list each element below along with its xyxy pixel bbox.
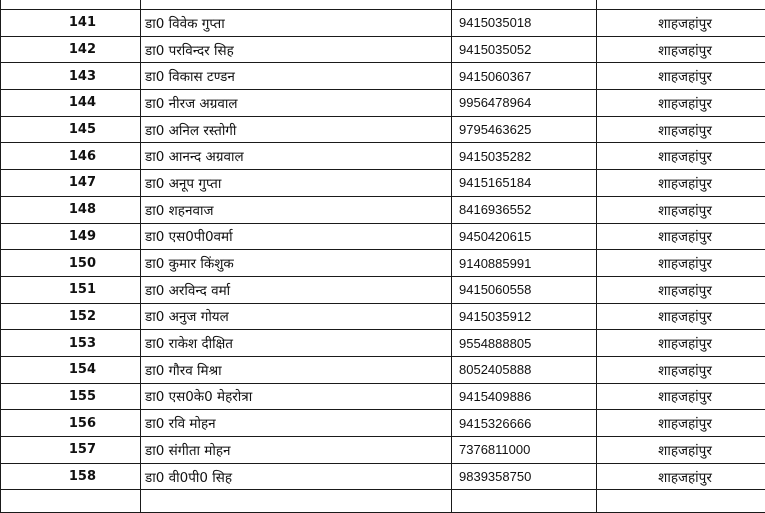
doctor-name-cell: डा0 राकेश दीक्षित [141,330,452,357]
phone-number-cell: 9415060367 [452,63,597,90]
city-cell: शाहजहांपुर [597,276,765,303]
phone-number-cell: 8052405888 [452,356,597,383]
table-row [1,63,765,90]
doctor-name-cell: डा0 संगीता मोहन [141,437,452,464]
doctor-name-cell: डा0 विवेक गुप्ता [141,10,452,37]
city-cell: शाहजहांपुर [597,196,765,223]
doctor-name-cell: डा0 विकास टण्डन [141,63,452,90]
table-row [1,250,765,277]
table-row [1,143,765,170]
serial-number-cell: 153 [1,330,141,357]
name-cell [141,0,452,10]
doctor-name-cell: डा0 अरविन्द वर्मा [141,276,452,303]
city-cell: शाहजहांपुर [597,170,765,197]
doctor-name-cell: डा0 अनूप गुप्ता [141,170,452,197]
phone-number-cell: 9795463625 [452,116,597,143]
phone-number-cell: 9415060558 [452,276,597,303]
city-cell: शाहजहांपुर [597,330,765,357]
doctor-name-cell: डा0 अनिल रस्तोगी [141,116,452,143]
table-row [1,116,765,143]
table-row-partial-bottom [1,490,765,513]
city-cell: शाहजहांपुर [597,303,765,330]
city-cell: शाहजहांपुर [597,63,765,90]
serial-cell [1,0,141,10]
table-row [1,170,765,197]
serial-number-cell: 145 [1,116,141,143]
serial-number-cell: 151 [1,276,141,303]
serial-number-cell: 146 [1,143,141,170]
phone-number-cell: 9415326666 [452,410,597,437]
doctor-name-cell: डा0 नीरज अग्रवाल [141,90,452,117]
city-cell: शाहजहांपुर [597,356,765,383]
phone-number-cell: 9415035052 [452,36,597,63]
doctor-name-cell: डा0 आनन्द अग्रवाल [141,143,452,170]
phone-number-cell: 9415165184 [452,170,597,197]
city-cell: शाहजहांपुर [597,90,765,117]
city-cell: शाहजहांपुर [597,116,765,143]
serial-number-cell: 149 [1,223,141,250]
doctor-name-cell: डा0 शहनवाज [141,196,452,223]
doctor-name-cell: डा0 एस0के0 मेहरोत्रा [141,383,452,410]
serial-number-cell: 144 [1,90,141,117]
table-row-partial-top [1,0,765,10]
table-row [1,463,765,490]
phone-number-cell: 9839358750 [452,463,597,490]
phone-number-cell: 8416936552 [452,196,597,223]
city-cell: शाहजहांपुर [597,10,765,37]
city-cell: शाहजहांपुर [597,437,765,464]
doctor-name-cell: डा0 कुमार किंशुक [141,250,452,277]
city-cell: शाहजहांपुर [597,223,765,250]
city-cell: शाहजहांपुर [597,383,765,410]
table-row [1,196,765,223]
serial-number-cell: 157 [1,437,141,464]
doctor-name-cell: डा0 वी0पी0 सिह [141,463,452,490]
table-row [1,356,765,383]
table-row [1,383,765,410]
table-row [1,276,765,303]
doctor-name-cell: डा0 एस0पी0वर्मा [141,223,452,250]
serial-number-cell: 148 [1,196,141,223]
phone-cell [452,0,597,10]
serial-number-cell: 155 [1,383,141,410]
table-row [1,36,765,63]
serial-number-cell: 141 [1,10,141,37]
phone-number-cell: 9554888805 [452,330,597,357]
doctor-name-cell: डा0 परविन्दर सिह [141,36,452,63]
table-row [1,10,765,37]
doctor-name-cell: डा0 अनुज गोयल [141,303,452,330]
phone-number-cell: 9415035282 [452,143,597,170]
serial-number-cell: 147 [1,170,141,197]
table-row [1,223,765,250]
city-cell: शाहजहांपुर [597,143,765,170]
serial-number-cell: 143 [1,63,141,90]
doctor-name-cell: डा0 गौरव मिश्रा [141,356,452,383]
serial-number-cell: 156 [1,410,141,437]
phone-number-cell: 9450420615 [452,223,597,250]
serial-number-cell: 150 [1,250,141,277]
serial-number-cell: 158 [1,463,141,490]
city-cell: शाहजहांपुर [597,36,765,63]
phone-number-cell: 9956478964 [452,90,597,117]
table-body [1,0,765,513]
city-cell: शाहजहांपुर [597,410,765,437]
city-cell [597,0,765,10]
partial-cell [141,490,452,513]
phone-number-cell: 9415035912 [452,303,597,330]
city-cell: शाहजहांपुर [597,463,765,490]
table-row [1,437,765,464]
phone-number-cell: 9415035018 [452,10,597,37]
partial-cell [1,490,141,513]
phone-number-cell: 9415409886 [452,383,597,410]
partial-cell [452,490,597,513]
phone-number-cell: 9140885991 [452,250,597,277]
table-row [1,303,765,330]
phone-number-cell: 7376811000 [452,437,597,464]
doctor-name-cell: डा0 रवि मोहन [141,410,452,437]
city-cell: शाहजहांपुर [597,250,765,277]
serial-number-cell: 142 [1,36,141,63]
serial-number-cell: 154 [1,356,141,383]
serial-number-cell: 152 [1,303,141,330]
table-row [1,90,765,117]
table-row [1,410,765,437]
partial-cell [597,490,765,513]
table-row [1,330,765,357]
